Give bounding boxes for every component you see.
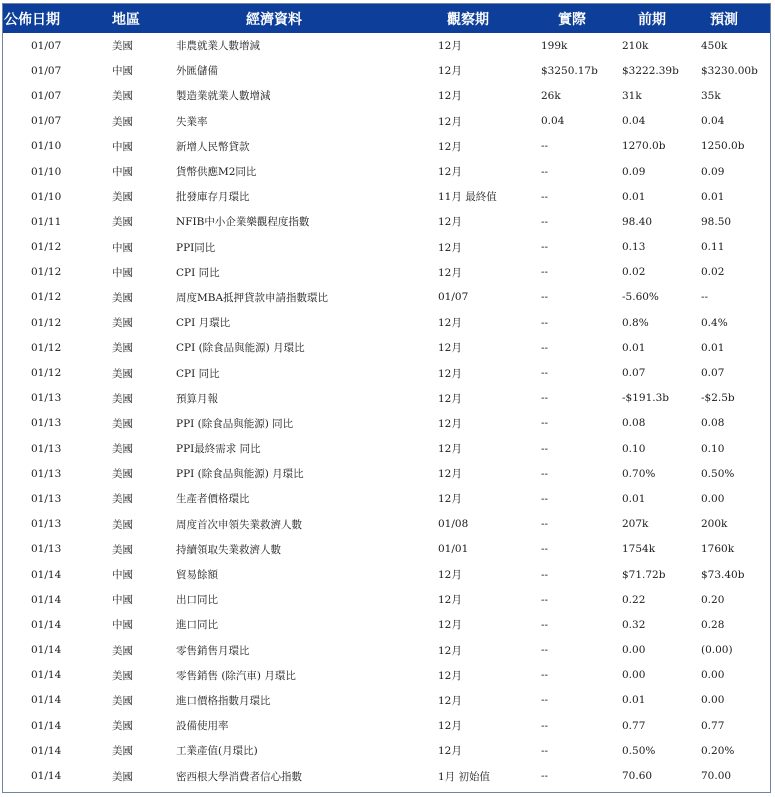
previous-cell: 0.08 <box>622 417 646 430</box>
indicator-cell: 零售銷售月環比 <box>176 644 250 657</box>
actual-cell: -- <box>541 543 549 556</box>
table-row <box>3 763 770 788</box>
forecast-cell: 450k <box>701 39 728 52</box>
table-row <box>3 587 770 612</box>
indicator-cell: PPI (除食品與能源) 月環比 <box>176 468 304 481</box>
table-row <box>3 235 770 260</box>
region-cell: 美國 <box>112 40 133 53</box>
indicator-cell: CPI 同比 <box>176 367 220 380</box>
region-cell: 美國 <box>112 342 133 355</box>
indicator-cell: PPI同比 <box>176 241 216 254</box>
region-cell: 美國 <box>112 543 133 556</box>
date-cell: 01/10 <box>31 190 62 203</box>
header-region: 地區 <box>112 11 140 28</box>
previous-cell: 0.01 <box>622 341 646 354</box>
indicator-cell: PPI (除食品與能源) 同比 <box>176 417 294 430</box>
region-cell: 美國 <box>112 392 133 405</box>
date-cell: 01/07 <box>31 39 62 52</box>
forecast-cell: 0.08 <box>701 417 725 430</box>
forecast-cell: 200k <box>701 518 728 531</box>
region-cell: 美國 <box>112 468 133 481</box>
region-cell: 中國 <box>112 569 133 582</box>
period-cell: 12月 <box>438 90 462 103</box>
period-cell: 12月 <box>438 669 462 682</box>
forecast-cell: 35k <box>701 89 721 102</box>
actual-cell: -- <box>541 392 549 405</box>
region-cell: 美國 <box>112 669 133 682</box>
date-cell: 01/12 <box>31 266 62 279</box>
header-previous: 前期 <box>638 11 666 28</box>
header-economic-data: 經濟資料 <box>246 11 302 28</box>
actual-cell: -- <box>541 644 549 657</box>
table-row <box>3 461 770 486</box>
actual-cell: -- <box>541 190 549 203</box>
header-forecast: 預測 <box>710 11 738 28</box>
period-cell: 12月 <box>438 115 462 128</box>
period-cell: 12月 <box>438 417 462 430</box>
forecast-cell: 0.20% <box>701 744 735 757</box>
table-row <box>3 512 770 537</box>
actual-cell: -- <box>541 316 549 329</box>
date-cell: 01/13 <box>31 392 62 405</box>
table-row <box>3 663 770 688</box>
forecast-cell: 0.11 <box>701 241 725 254</box>
region-cell: 中國 <box>112 594 133 607</box>
previous-cell: $71.72b <box>622 568 666 581</box>
table-row <box>3 260 770 285</box>
forecast-cell: 1760k <box>701 543 735 556</box>
forecast-cell: 0.01 <box>701 190 725 203</box>
period-cell: 1月 初始值 <box>438 770 491 783</box>
actual-cell: -- <box>541 417 549 430</box>
period-cell: 12月 <box>438 720 462 733</box>
actual-cell: -- <box>541 719 549 732</box>
forecast-cell: 0.00 <box>701 694 725 707</box>
previous-cell: 0.00 <box>622 669 646 682</box>
table-row <box>3 638 770 663</box>
indicator-cell: 失業率 <box>176 115 208 128</box>
indicator-cell: 預算月報 <box>176 392 218 405</box>
region-cell: 美國 <box>112 443 133 456</box>
period-cell: 12月 <box>438 140 462 153</box>
period-cell: 12月 <box>438 216 462 229</box>
region-cell: 美國 <box>112 90 133 103</box>
previous-cell: 0.50% <box>622 744 656 757</box>
indicator-cell: 進口同比 <box>176 619 218 632</box>
previous-cell: 0.32 <box>622 618 646 631</box>
economic-calendar-table <box>3 4 770 789</box>
table-row <box>3 109 770 134</box>
region-cell: 中國 <box>112 266 133 279</box>
region-cell: 美國 <box>112 367 133 380</box>
indicator-cell: 貿易餘額 <box>176 569 218 582</box>
previous-cell: 0.77 <box>622 719 646 732</box>
region-cell: 中國 <box>112 140 133 153</box>
region-cell: 美國 <box>112 317 133 330</box>
region-cell: 美國 <box>112 216 133 229</box>
actual-cell: 199k <box>541 39 568 52</box>
region-cell: 美國 <box>112 518 133 531</box>
region-cell: 美國 <box>112 417 133 430</box>
previous-cell: 0.01 <box>622 492 646 505</box>
actual-cell: $3250.17b <box>541 64 598 77</box>
forecast-cell: 0.01 <box>701 341 725 354</box>
forecast-cell: 70.00 <box>701 770 732 783</box>
date-cell: 01/13 <box>31 492 62 505</box>
period-cell: 12月 <box>438 40 462 53</box>
forecast-cell: 0.04 <box>701 115 725 128</box>
date-cell: 01/14 <box>31 770 62 783</box>
actual-cell: -- <box>541 165 549 178</box>
previous-cell: 210k <box>622 39 649 52</box>
forecast-cell: -- <box>701 291 709 304</box>
region-cell: 美國 <box>112 291 133 304</box>
previous-cell: 0.10 <box>622 442 646 455</box>
previous-cell: 0.00 <box>622 644 646 657</box>
previous-cell: 0.07 <box>622 367 646 380</box>
actual-cell: -- <box>541 341 549 354</box>
date-cell: 01/12 <box>31 291 62 304</box>
indicator-cell: 出口同比 <box>176 594 218 607</box>
date-cell: 01/07 <box>31 89 62 102</box>
period-cell: 12月 <box>438 342 462 355</box>
period-cell: 12月 <box>438 594 462 607</box>
actual-cell: 0.04 <box>541 115 565 128</box>
region-cell: 美國 <box>112 115 133 128</box>
actual-cell: -- <box>541 215 549 228</box>
indicator-cell: 製造業就業人數增減 <box>176 90 271 103</box>
previous-cell: 0.13 <box>622 241 646 254</box>
indicator-cell: 設備使用率 <box>176 720 229 733</box>
previous-cell: 0.02 <box>622 266 646 279</box>
date-cell: 01/13 <box>31 467 62 480</box>
actual-cell: -- <box>541 442 549 455</box>
date-cell: 01/07 <box>31 64 62 77</box>
table-row <box>3 562 770 587</box>
economic-calendar-table-frame <box>2 3 771 793</box>
forecast-cell: 1250.0b <box>701 140 745 153</box>
indicator-cell: 非農就業人數增減 <box>176 40 260 53</box>
period-cell: 12月 <box>438 317 462 330</box>
table-row <box>3 713 770 738</box>
table-row <box>3 310 770 335</box>
forecast-cell: (0.00) <box>701 644 733 657</box>
previous-cell: 98.40 <box>622 215 653 228</box>
forecast-cell: 0.09 <box>701 165 725 178</box>
region-cell: 中國 <box>112 65 133 78</box>
date-cell: 01/12 <box>31 367 62 380</box>
indicator-cell: 新增人民幣貸款 <box>176 140 250 153</box>
region-cell: 美國 <box>112 493 133 506</box>
period-cell: 12月 <box>438 745 462 758</box>
date-cell: 01/14 <box>31 593 62 606</box>
indicator-cell: 貨幣供應M2同比 <box>176 166 257 179</box>
header-release-date: 公佈日期 <box>4 11 60 28</box>
date-cell: 01/13 <box>31 518 62 531</box>
date-cell: 01/10 <box>31 165 62 178</box>
region-cell: 美國 <box>112 720 133 733</box>
actual-cell: -- <box>541 367 549 380</box>
forecast-cell: 0.10 <box>701 442 725 455</box>
period-cell: 12月 <box>438 619 462 632</box>
forecast-cell: 0.4% <box>701 316 728 329</box>
period-cell: 12月 <box>438 694 462 707</box>
period-cell: 12月 <box>438 392 462 405</box>
actual-cell: -- <box>541 291 549 304</box>
table-row <box>3 159 770 184</box>
date-cell: 01/14 <box>31 719 62 732</box>
period-cell: 11月 最終值 <box>438 191 497 204</box>
previous-cell: 0.01 <box>622 190 646 203</box>
indicator-cell: 生產者價格環比 <box>176 493 250 506</box>
header-period: 觀察期 <box>447 11 489 28</box>
date-cell: 01/14 <box>31 618 62 631</box>
date-cell: 01/13 <box>31 543 62 556</box>
region-cell: 美國 <box>112 644 133 657</box>
table-row <box>3 335 770 360</box>
date-cell: 01/11 <box>31 215 62 228</box>
table-row <box>3 411 770 436</box>
actual-cell: 26k <box>541 89 561 102</box>
date-cell: 01/14 <box>31 568 62 581</box>
period-cell: 01/01 <box>438 543 469 556</box>
actual-cell: -- <box>541 744 549 757</box>
period-cell: 12月 <box>438 241 462 254</box>
previous-cell: 70.60 <box>622 770 653 783</box>
forecast-cell: $3230.00b <box>701 64 758 77</box>
period-cell: 12月 <box>438 468 462 481</box>
date-cell: 01/14 <box>31 694 62 707</box>
date-cell: 01/12 <box>31 316 62 329</box>
indicator-cell: 進口價格指數月環比 <box>176 694 271 707</box>
table-row <box>3 738 770 763</box>
indicator-cell: 周度首次申領失業救濟人數 <box>176 518 302 531</box>
period-cell: 01/07 <box>438 291 469 304</box>
date-cell: 01/07 <box>31 115 62 128</box>
period-cell: 12月 <box>438 367 462 380</box>
period-cell: 12月 <box>438 569 462 582</box>
previous-cell: -$191.3b <box>622 392 670 405</box>
header-actual: 實際 <box>558 11 586 28</box>
forecast-cell: 0.77 <box>701 719 725 732</box>
date-cell: 01/14 <box>31 644 62 657</box>
indicator-cell: CPI 月環比 <box>176 317 231 330</box>
indicator-cell: 密西根大學消費者信心指數 <box>176 770 302 783</box>
previous-cell: -5.60% <box>622 291 659 304</box>
previous-cell: 31k <box>622 89 642 102</box>
table-header <box>3 4 770 33</box>
region-cell: 中國 <box>112 166 133 179</box>
indicator-cell: 工業產值(月環比) <box>176 745 258 758</box>
forecast-cell: 0.00 <box>701 492 725 505</box>
date-cell: 01/13 <box>31 442 62 455</box>
forecast-cell: 0.07 <box>701 367 725 380</box>
region-cell: 美國 <box>112 770 133 783</box>
previous-cell: 0.09 <box>622 165 646 178</box>
table-row <box>3 386 770 411</box>
actual-cell: -- <box>541 593 549 606</box>
table-row <box>3 537 770 562</box>
region-cell: 美國 <box>112 694 133 707</box>
date-cell: 01/12 <box>31 241 62 254</box>
actual-cell: -- <box>541 241 549 254</box>
period-cell: 12月 <box>438 166 462 179</box>
forecast-cell: 0.02 <box>701 266 725 279</box>
date-cell: 01/13 <box>31 417 62 430</box>
table-row <box>3 58 770 83</box>
date-cell: 01/14 <box>31 669 62 682</box>
date-cell: 01/14 <box>31 744 62 757</box>
previous-cell: 0.22 <box>622 593 646 606</box>
table-row <box>3 33 770 58</box>
actual-cell: -- <box>541 669 549 682</box>
period-cell: 12月 <box>438 266 462 279</box>
region-cell: 中國 <box>112 619 133 632</box>
table-row <box>3 134 770 159</box>
period-cell: 12月 <box>438 644 462 657</box>
previous-cell: $3222.39b <box>622 64 679 77</box>
indicator-cell: 周度MBA抵押貸款申請指數環比 <box>176 291 329 304</box>
actual-cell: -- <box>541 568 549 581</box>
indicator-cell: 批發庫存月環比 <box>176 191 250 204</box>
previous-cell: 1754k <box>622 543 656 556</box>
indicator-cell: PPI最終需求 同比 <box>176 443 261 456</box>
forecast-cell: 0.28 <box>701 618 725 631</box>
date-cell: 01/10 <box>31 140 62 153</box>
region-cell: 美國 <box>112 191 133 204</box>
indicator-cell: CPI (除食品與能源) 月環比 <box>176 342 305 355</box>
actual-cell: -- <box>541 266 549 279</box>
previous-cell: 1270.0b <box>622 140 666 153</box>
table-row <box>3 83 770 108</box>
previous-cell: 0.01 <box>622 694 646 707</box>
table-row <box>3 285 770 310</box>
forecast-cell: -$2.5b <box>701 392 735 405</box>
table-row <box>3 612 770 637</box>
table-row <box>3 209 770 234</box>
actual-cell: -- <box>541 618 549 631</box>
forecast-cell: 98.50 <box>701 215 732 228</box>
previous-cell: 0.8% <box>622 316 649 329</box>
table-row <box>3 486 770 511</box>
forecast-cell: 0.50% <box>701 467 735 480</box>
previous-cell: 207k <box>622 518 649 531</box>
region-cell: 中國 <box>112 241 133 254</box>
previous-cell: 0.70% <box>622 467 656 480</box>
table-body <box>3 33 770 789</box>
previous-cell: 0.04 <box>622 115 646 128</box>
table-row <box>3 436 770 461</box>
actual-cell: -- <box>541 694 549 707</box>
forecast-cell: $73.40b <box>701 568 745 581</box>
indicator-cell: 持續領取失業救濟人數 <box>176 543 281 556</box>
actual-cell: -- <box>541 518 549 531</box>
actual-cell: -- <box>541 492 549 505</box>
header-row <box>3 4 770 33</box>
period-cell: 12月 <box>438 493 462 506</box>
period-cell: 12月 <box>438 65 462 78</box>
table-row <box>3 688 770 713</box>
table-row <box>3 184 770 209</box>
indicator-cell: NFIB中小企業樂觀程度指數 <box>176 216 310 229</box>
indicator-cell: 外匯儲備 <box>176 65 218 78</box>
indicator-cell: 零售銷售 (除汽車) 月環比 <box>176 669 296 682</box>
region-cell: 美國 <box>112 745 133 758</box>
period-cell: 01/08 <box>438 518 469 531</box>
period-cell: 12月 <box>438 443 462 456</box>
forecast-cell: 0.20 <box>701 593 725 606</box>
actual-cell: -- <box>541 467 549 480</box>
actual-cell: -- <box>541 770 549 783</box>
forecast-cell: 0.00 <box>701 669 725 682</box>
actual-cell: -- <box>541 140 549 153</box>
date-cell: 01/12 <box>31 341 62 354</box>
table-row <box>3 360 770 385</box>
indicator-cell: CPI 同比 <box>176 266 220 279</box>
